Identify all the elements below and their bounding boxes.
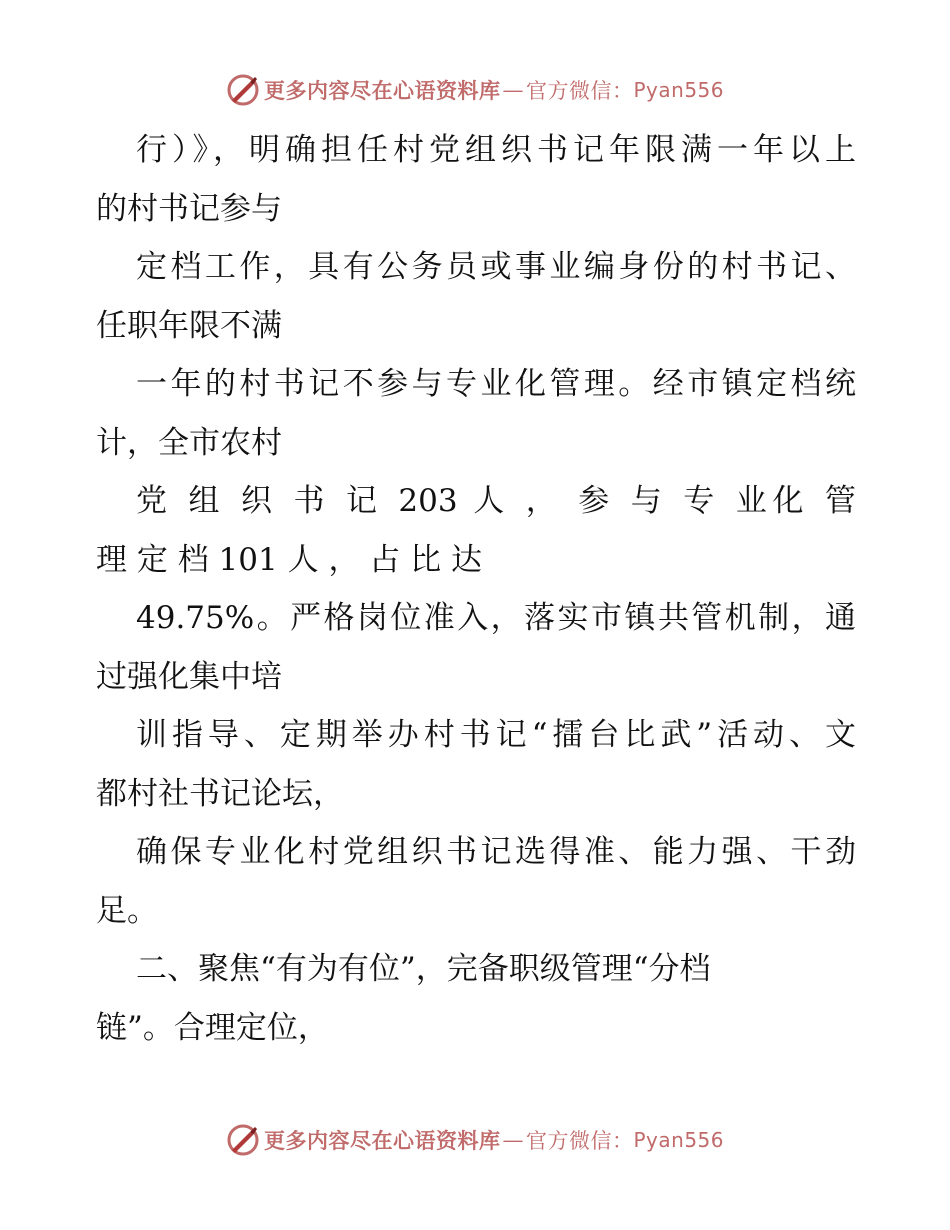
text-line: 都村社书记论坛， [96,775,344,812]
text-line: 定档工作，具有公务员或事业编身份的村书记、 [136,249,856,285]
watermark-main-text: 更多内容尽在心语资料库 [263,1128,501,1153]
watermark-sub-text: 官方微信： [525,79,634,103]
text-line: 党 组 织 书 记 203 人 ， 参 与 专 业化 管 [136,483,856,519]
text-line: 足。 [96,892,158,929]
text-line: 计，全市农村 [96,424,282,461]
text-line: 行）》，明确担任村党组织书记年限满一年以上 [136,132,856,168]
text-line: 链”。合理定位， [96,1009,329,1046]
text-line: 理 定 档 101 人 ， 占 比 达 [96,541,483,578]
text-line: 训指导、定期举办村书记“擂台比武”活动、文 [136,717,856,753]
header-watermark [0,72,950,108]
footer-watermark [0,1122,950,1158]
watermark-sub-text: 官方微信： [525,1129,634,1153]
watermark-dash: — [502,1128,524,1152]
watermark-wechat-id: Pyan556 [633,1128,724,1152]
watermark-dash: — [502,78,524,102]
pen-logo-icon [226,73,260,107]
text-line: 的村书记参与 [96,190,282,227]
text-line: 一年的村书记不参与专业化管理。经市镇定档统 [136,366,856,402]
text-line: 过强化集中培 [96,658,282,695]
text-line: 确保专业化村党组织书记选得准、能力强、干劲 [136,834,856,870]
text-line: 49.75%。严格岗位准入，落实市镇共管机制，通 [136,600,856,636]
watermark-wechat-id: Pyan556 [633,78,724,102]
text-line: 二、聚焦“有为有位”，完备职级管理“分档 [136,951,711,987]
pen-logo-icon [226,1123,260,1157]
document-body [96,121,856,1057]
text-line: 任职年限不满 [96,307,282,344]
watermark-main-text: 更多内容尽在心语资料库 [263,78,501,103]
